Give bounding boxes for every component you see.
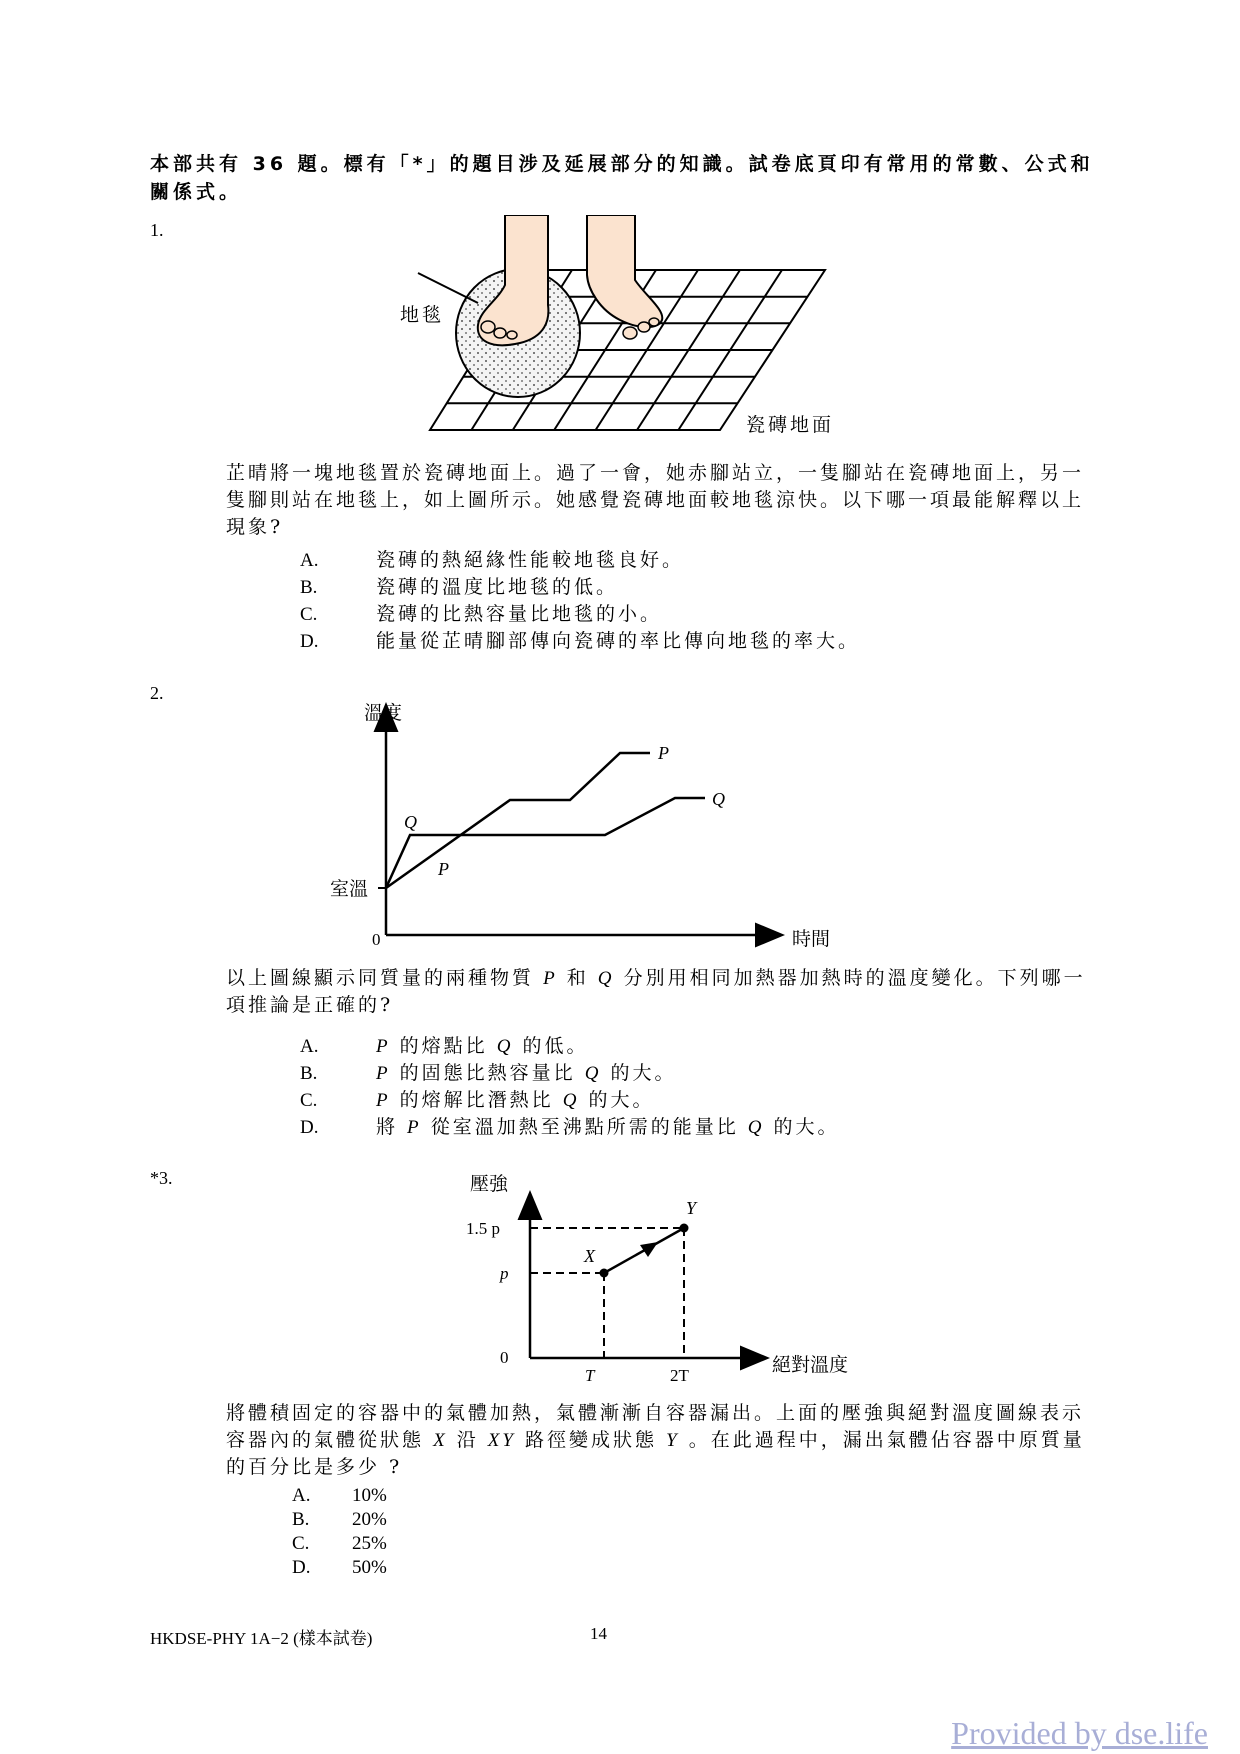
- q1-option-a[interactable]: [300, 547, 1060, 574]
- y-axis-label: 溫度: [364, 702, 403, 724]
- q3-option-b[interactable]: [292, 1508, 592, 1532]
- q1-option-d[interactable]: [300, 628, 1060, 655]
- section-intro: 本部共有 36 題。標有「*」的題目涉及延展部分的知識。試卷底頁印有常用的常數、公式和關係式。: [150, 153, 1094, 203]
- q1-floor-label: 瓷磚地面: [746, 414, 835, 436]
- q2-stem-part: 和: [566, 967, 589, 989]
- option-label: C.: [300, 604, 318, 625]
- x-tick-t: T: [585, 1366, 595, 1385]
- footer-paper-code: HKDSE-PHY 1A−2 (樣本試卷): [150, 1629, 373, 1648]
- option-label: D.: [300, 631, 319, 652]
- x-axis-label: 絕對溫度: [772, 1354, 849, 1376]
- q2-stem-var-p: P: [543, 968, 558, 989]
- q3-stem-part: 將體積固定的容器中的氣體加熱，氣體漸漸自容器漏出。上面的壓強與絕對溫度圖線表示容器內的氣體從狀態: [226, 1402, 1085, 1451]
- option-text: 瓷磚的熱絕緣性能較地毯良好。: [376, 549, 685, 571]
- option-text: 50%: [352, 1557, 387, 1578]
- x-tick-2t: 2T: [670, 1366, 689, 1385]
- point-x-label: X: [584, 1246, 595, 1266]
- y-tick-p: p: [500, 1264, 509, 1283]
- q2-option-c[interactable]: [300, 1087, 1060, 1114]
- q1-number: 1.: [150, 220, 164, 240]
- q2-stem: [226, 965, 1096, 1019]
- q3-options: [292, 1484, 592, 1580]
- option-label: A.: [292, 1485, 311, 1506]
- point-x: [600, 1269, 609, 1278]
- option-label: C.: [300, 1090, 318, 1111]
- series-q-end-label: Q: [712, 789, 725, 809]
- q3-stem-part: 沿: [456, 1429, 479, 1451]
- q2-option-b[interactable]: [300, 1060, 1060, 1087]
- option-label: C.: [292, 1533, 310, 1554]
- q1-option-c[interactable]: [300, 601, 1060, 628]
- origin-label: 0: [500, 1348, 509, 1367]
- footer-page-number: 14: [590, 1624, 607, 1643]
- option-text: 瓷磚的比熱容量比地毯的小。: [376, 603, 663, 625]
- q3-number: *3.: [150, 1168, 173, 1188]
- series-q-line: [386, 798, 705, 888]
- point-y: [680, 1224, 689, 1233]
- q3-stem-var: X: [433, 1430, 448, 1451]
- q1-figure: [380, 215, 840, 440]
- origin-label: 0: [372, 930, 381, 949]
- q2-option-a[interactable]: [300, 1033, 1060, 1060]
- q3-stem-part: 。在此過程中，漏出氣體佔容器中原質量的百分比是多少 ?: [226, 1429, 1085, 1478]
- path-direction-arrow: [640, 1242, 658, 1257]
- room-temp-label: 室溫: [330, 878, 369, 900]
- option-label: D.: [292, 1557, 311, 1578]
- option-label: B.: [292, 1509, 310, 1530]
- q3-stem-var: XY: [487, 1430, 516, 1451]
- q3-option-d[interactable]: [292, 1556, 592, 1580]
- option-text: P 的固態比熱容量比 Q 的大。: [376, 1062, 677, 1084]
- option-label: B.: [300, 577, 318, 598]
- q3-option-a[interactable]: [292, 1484, 592, 1508]
- option-text: 10%: [352, 1485, 387, 1506]
- q2-chart: [320, 695, 860, 960]
- q2-number: 2.: [150, 683, 164, 703]
- x-axis-label: 時間: [792, 928, 831, 950]
- q2-options: [300, 1033, 1060, 1141]
- y-axis-label: 壓強: [470, 1173, 509, 1195]
- q2-stem-part: 以上圖線顯示同質量的兩種物質: [226, 967, 535, 989]
- q1-options: [300, 547, 1060, 655]
- q3-chart: [460, 1165, 880, 1390]
- option-text: 將 P 從室溫加熱至沸點所需的能量比 Q 的大。: [376, 1116, 840, 1138]
- q2-option-d[interactable]: [300, 1114, 1060, 1141]
- q1-stem: 芷晴將一塊地毯置於瓷磚地面上。過了一會，她赤腳站立，一隻腳站在瓷磚地面上，另一隻腳則站在地毯上，如上圖所示。她感覺瓷磚地面較地毯涼快。以下哪一項最能解釋以上現象?: [226, 462, 1085, 538]
- series-p-start-label: P: [438, 859, 449, 879]
- q2-stem-part: 分別用相同加熱器加熱時的溫度變化。下列哪一項推論是正確的?: [226, 967, 1086, 1016]
- option-text: 瓷磚的溫度比地毯的低。: [376, 576, 619, 598]
- series-q-start-label: Q: [404, 812, 417, 832]
- q3-option-c[interactable]: [292, 1532, 592, 1556]
- option-label: B.: [300, 1063, 318, 1084]
- series-p-line: [386, 753, 650, 888]
- q3-stem: [226, 1400, 1096, 1481]
- option-text: P 的熔點比 Q 的低。: [376, 1035, 589, 1057]
- q2-stem-var-q: Q: [597, 968, 615, 989]
- series-p-end-label: P: [658, 743, 669, 763]
- option-text: P 的熔解比潛熱比 Q 的大。: [376, 1089, 655, 1111]
- y-tick-1-5p: 1.5 p: [466, 1219, 500, 1238]
- option-label: A.: [300, 550, 319, 571]
- q3-stem-var: Y: [666, 1430, 680, 1451]
- option-text: 25%: [352, 1533, 387, 1554]
- q1-carpet-label: 地毯: [400, 304, 445, 326]
- option-text: 能量從芷晴腳部傳向瓷磚的率比傳向地毯的率大。: [376, 630, 861, 652]
- q3-stem-part: 路徑變成狀態: [525, 1429, 658, 1451]
- option-label: D.: [300, 1117, 319, 1138]
- point-y-label: Y: [686, 1198, 697, 1218]
- option-label: A.: [300, 1036, 319, 1057]
- q1-option-b[interactable]: [300, 574, 1060, 601]
- option-text: 20%: [352, 1509, 387, 1530]
- watermark-link[interactable]: Provided by dse.life: [951, 1715, 1208, 1751]
